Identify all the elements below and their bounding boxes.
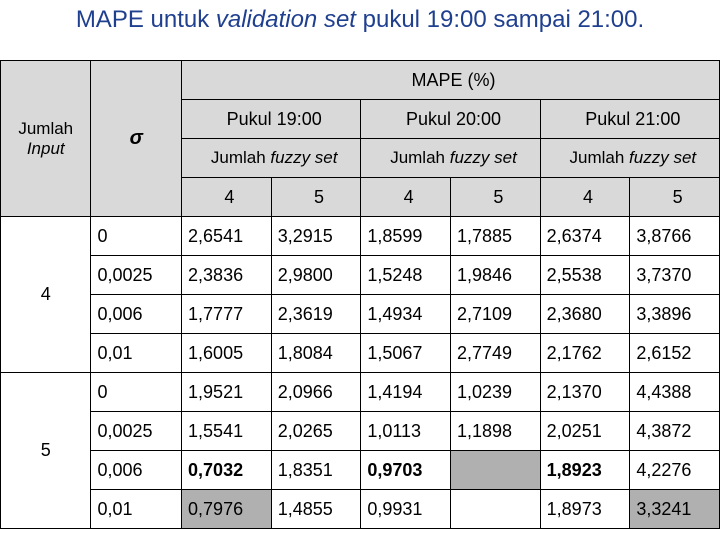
value-cell: 1,8923 [540, 451, 630, 490]
header-corner-bottom-1 [1, 178, 91, 217]
fuzzy-word: fuzzy set [270, 148, 338, 167]
value-cell: 2,6541 [182, 217, 272, 256]
fuzzy-count: 5 [451, 178, 541, 217]
value-cell: 1,1898 [451, 412, 541, 451]
value-cell: 2,5538 [540, 256, 630, 295]
value-cell: 0,9703 [361, 451, 451, 490]
value-cell: 2,0966 [271, 373, 361, 412]
value-cell: 2,7749 [451, 334, 541, 373]
table-row [1, 490, 720, 529]
value-cell: 3,3896 [630, 295, 720, 334]
mape-table [0, 60, 720, 529]
value-cell-empty [451, 451, 541, 490]
value-cell: 2,1370 [540, 373, 630, 412]
sigma-cell: 0,01 [91, 334, 182, 373]
input-group-cell: 4 [1, 217, 91, 373]
value-cell: 4,3872 [630, 412, 720, 451]
value-cell: 1,5541 [182, 412, 272, 451]
fuzzy-word: fuzzy set [449, 148, 517, 167]
value-cell: 1,9521 [182, 373, 272, 412]
value-cell: 1,8599 [361, 217, 451, 256]
value-cell: 1,8084 [271, 334, 361, 373]
input-group-cell: 5 [1, 373, 91, 529]
sigma-cell: 0,006 [91, 451, 182, 490]
value-cell: 0,9931 [361, 490, 451, 529]
value-cell: 3,8766 [630, 217, 720, 256]
table-row [1, 412, 720, 451]
value-cell: 3,7370 [630, 256, 720, 295]
value-cell: 2,0265 [271, 412, 361, 451]
value-cell: 2,6374 [540, 217, 630, 256]
value-cell: 3,2915 [271, 217, 361, 256]
header-corner-bottom-2 [91, 178, 182, 217]
value-cell: 4,2276 [630, 451, 720, 490]
jumlah-label: Jumlah [18, 118, 74, 138]
value-cell: 2,6152 [630, 334, 720, 373]
value-cell: 1,4194 [361, 373, 451, 412]
fuzzy-count: 4 [182, 178, 272, 217]
title-part-2: validation set [215, 6, 356, 33]
value-cell: 0,7976 [182, 490, 272, 529]
value-cell: 2,3619 [271, 295, 361, 334]
fuzzy-prefix: Jumlah [569, 148, 630, 167]
value-cell-empty [451, 490, 541, 529]
input-label: Input [26, 138, 65, 158]
jumlah-input-header [1, 100, 91, 178]
value-cell: 2,0251 [540, 412, 630, 451]
value-cell: 1,5067 [361, 334, 451, 373]
sigma-cell: 0,0025 [91, 412, 182, 451]
time-header-21: Pukul 21:00 [540, 100, 719, 139]
table-row [1, 295, 720, 334]
fuzzy-count: 5 [271, 178, 361, 217]
value-cell: 2,3836 [182, 256, 272, 295]
fuzzy-prefix: Jumlah [390, 148, 450, 167]
sigma-cell: 0 [91, 217, 182, 256]
value-cell: 1,6005 [182, 334, 272, 373]
fuzzy-prefix: Jumlah [210, 148, 271, 167]
value-cell: 1,7885 [451, 217, 541, 256]
mape-header: MAPE (%) [182, 61, 720, 100]
value-cell: 2,7109 [451, 295, 541, 334]
value-cell: 1,5248 [361, 256, 451, 295]
value-cell: 3,3241 [630, 490, 720, 529]
table-row [1, 256, 720, 295]
value-cell: 2,1762 [540, 334, 630, 373]
value-cell: 1,4855 [271, 490, 361, 529]
title-part-1: MAPE untuk [75, 6, 216, 33]
value-cell: 0,7032 [182, 451, 272, 490]
value-cell: 2,3680 [540, 295, 630, 334]
value-cell: 4,4388 [630, 373, 720, 412]
sigma-cell: 0,006 [91, 295, 182, 334]
value-cell: 1,0239 [451, 373, 541, 412]
table-row [1, 373, 720, 412]
fuzzy-header-19 [182, 139, 361, 178]
fuzzy-header-20 [361, 139, 540, 178]
title-part-3: pukul 19:00 sampai 21:00. [355, 6, 645, 33]
fuzzy-count: 4 [361, 178, 451, 217]
value-cell: 1,8351 [271, 451, 361, 490]
slide-title [0, 6, 720, 34]
value-cell: 1,9846 [451, 256, 541, 295]
value-cell: 1,7777 [182, 295, 272, 334]
value-cell: 1,8973 [540, 490, 630, 529]
sigma-cell: 0,0025 [91, 256, 182, 295]
fuzzy-header-21 [540, 139, 719, 178]
sigma-header: σ [91, 100, 182, 178]
time-header-19: Pukul 19:00 [182, 100, 361, 139]
table-row [1, 451, 720, 490]
time-header-20: Pukul 20:00 [361, 100, 540, 139]
sigma-cell: 0 [91, 373, 182, 412]
fuzzy-count: 5 [630, 178, 720, 217]
header-corner-jumlah [1, 61, 91, 100]
value-cell: 1,4934 [361, 295, 451, 334]
table-row [1, 334, 720, 373]
fuzzy-word: fuzzy set [629, 148, 697, 167]
sigma-cell: 0,01 [91, 490, 182, 529]
fuzzy-count: 4 [540, 178, 630, 217]
value-cell: 1,0113 [361, 412, 451, 451]
table-row [1, 217, 720, 256]
header-corner-sigma [91, 61, 182, 100]
value-cell: 2,9800 [271, 256, 361, 295]
